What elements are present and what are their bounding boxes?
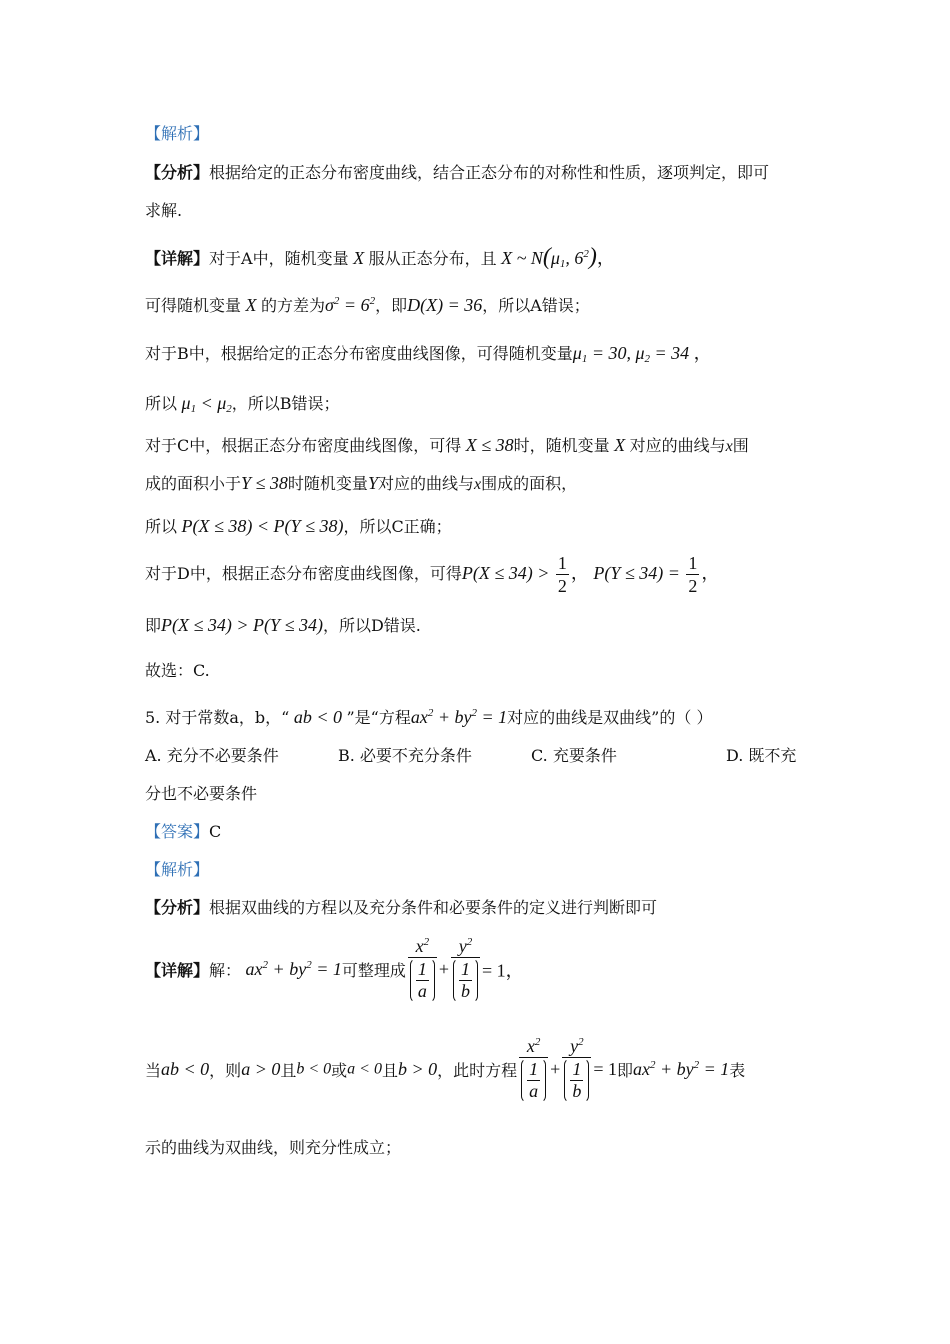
text: ，此时方程 (437, 1061, 518, 1080)
math-X: X (609, 435, 630, 455)
fraction-x2-over-1a: $\frac{x^2}{\frac{1}{a}}$ (519, 1036, 548, 1103)
math-mu-values: $\mu_1 = 30$, $\mu_2 = 34$ (572, 343, 690, 365)
text: 可整理成 (341, 961, 406, 980)
detail-c-line-2 (145, 472, 577, 496)
text: 对于D中，根据正态分布密度曲线图像，可得 (145, 564, 462, 583)
text: 围成的面积， (481, 474, 578, 493)
text: 所以 (145, 394, 178, 413)
text: ，所以C正确； (343, 517, 452, 536)
q5-stem (145, 702, 712, 729)
math-Y-le-38: Y ≤ 38 (241, 473, 288, 493)
text: 服从正态分布，且 (368, 249, 497, 268)
answer-tag: 【答案】 (145, 822, 210, 841)
analysis-line-1 (145, 162, 769, 184)
math-prob-compare: P(X ≤ 38) < P(Y ≤ 38) (177, 516, 344, 536)
math-x: x (725, 438, 733, 455)
text: 解： (209, 961, 242, 980)
detail-a-line-1: 【详解】对于A中，随机变量 X 服从正态分布，且 X ~ $N(\mu_1$, $6^2$)， (145, 244, 615, 270)
detail-c-line-3 (145, 515, 452, 538)
math-X-le-38: X ≤ 38 (461, 435, 514, 455)
detail-a-line-2 (145, 290, 590, 317)
analysis-line-2: 求解. (145, 201, 183, 220)
analysis-tag: 【分析】 (145, 163, 210, 182)
math-Y: Y (367, 473, 378, 493)
text: 且 (280, 1061, 297, 1080)
analysis-text: 根据给定的正态分布密度曲线，结合正态分布的对称性和性质，逐项判定，即可 (209, 163, 770, 182)
math-a-lt-0: a < 0 (347, 1060, 382, 1078)
text: ，所以B错误； (231, 394, 340, 413)
text: 可得随机变量 (145, 296, 242, 315)
detail-tag: 【详解】 (145, 249, 210, 268)
q5-jiexi-label: 【解析】 (145, 860, 210, 879)
answer-line: 故选：C. (145, 661, 210, 680)
math-X: X (348, 248, 369, 268)
text: 所以 (145, 517, 178, 536)
text: 对于A中，随机变量 (209, 249, 349, 268)
q5-detail-1: 【详解】解： $ax^2 + by^2 = 1$可整理成 $\frac{x^2}{\frac{1}{a}}$ + $\frac{y^2}{\frac{1}{b}}$ = 1， (145, 936, 524, 1001)
math-equation: $ax^2 + by^2 = 1$ (241, 959, 342, 979)
fraction-x2-over-1a: $\frac{x^2}{\frac{1}{a}}$ (408, 936, 437, 1003)
text: ，所以D错误. (322, 616, 421, 635)
text: 表 (729, 1061, 746, 1080)
detail-d-line-1: 对于D中，根据正态分布密度曲线图像，可得P(X ≤ 34) > $\frac{1}{2}$ ， P(Y ≤ 34) = $\frac{1}{2}$ ， (145, 553, 720, 596)
analysis-text: 根据双曲线的方程以及充分条件和必要条件的定义进行判断即可 (209, 898, 658, 917)
math-equation: $ax^2 + by^2 = 1$ (632, 1059, 730, 1079)
detail-b-line-2 (145, 392, 340, 420)
math-b-lt-0: b < 0 (296, 1060, 332, 1078)
math-x: x (473, 476, 482, 493)
text: 5. 对于常数 (145, 708, 230, 727)
math-prob-compare-34: P(X ≤ 34) > P(Y ≤ 34) (161, 615, 323, 635)
text: 对于C中，根据正态分布密度曲线图像，可得 (145, 436, 462, 455)
math-b-gt-0: b > 0 (397, 1059, 438, 1079)
text: 当 (145, 1061, 162, 1080)
option-c: C. 充要条件 (531, 746, 617, 765)
text: ，所以A错误； (482, 296, 590, 315)
text: 成的面积小于 (145, 474, 242, 493)
text: 时，随机变量 (513, 436, 610, 455)
detail-d-line-2 (145, 614, 421, 637)
detail-c-line-1 (145, 434, 749, 458)
option-b: B. 必要不充分条件 (338, 746, 472, 765)
option-d: D. 既不充 (726, 746, 797, 765)
math-equation: $ax^2 + by^2 = 1$ (410, 707, 508, 727)
answer-value: C (209, 822, 222, 841)
text: ，则 (209, 1061, 242, 1080)
fraction-y2-over-1b: $\frac{y^2}{\frac{1}{b}}$ (451, 936, 480, 1003)
math-variance: $\sigma^2 = 6^2$ (325, 295, 376, 315)
math-ab-lt-0: ab < 0 (161, 1059, 210, 1079)
fraction-half: $\frac{1}{2}$ (557, 553, 567, 596)
math-a-gt-0: a > 0 (241, 1059, 281, 1079)
q5-analysis (145, 897, 657, 919)
option-a: A. 充分不必要条件 (145, 746, 279, 765)
text: 即 (145, 616, 162, 635)
math-PX-34: P(X ≤ 34) > (461, 563, 554, 583)
math-ab-lt-0: ab < 0 (289, 707, 347, 727)
q5-detail-3: 示的曲线为双曲线，则充分性成立； (145, 1138, 402, 1157)
text: 对应的曲线是双曲线”的（ ） (507, 708, 713, 727)
text: 对应的曲线与 (377, 474, 474, 493)
fraction-half: $\frac{1}{2}$ (688, 553, 698, 596)
q5-answer (145, 821, 221, 843)
detail-b-line-1: 对于B中，根据给定的正态分布密度曲线图像，可得随机变量$\mu_1 = 30$, $\mu_2 = 34$ ， (145, 343, 712, 365)
option-d-cont: 分也不必要条件 (145, 784, 258, 803)
text: 围 (732, 436, 749, 455)
text: a，b，“ (229, 708, 290, 727)
text: 的方差为 (261, 296, 326, 315)
math-DX: D(X) = 36 (407, 295, 483, 315)
text: ”是“方程 (346, 708, 411, 727)
jiexi-label: 【解析】 (145, 124, 210, 143)
text: 或 (331, 1061, 348, 1080)
text: 即 (616, 1061, 633, 1080)
math-mu-compare: $\mu_1 < \mu_2$ (177, 393, 232, 415)
fraction-y2-over-1b: $\frac{y^2}{\frac{1}{b}}$ (562, 1036, 591, 1103)
detail-tag: 【详解】 (145, 961, 210, 980)
text: ，即 (375, 296, 408, 315)
math-X: X (241, 295, 262, 315)
text: 且 (381, 1061, 398, 1080)
math-dist: X ~ $N(\mu_1$, $6^2$) (496, 244, 597, 270)
q5-detail-2: 当ab < 0，则a > 0且b < 0或a < 0且b > 0，此时方程 $\frac{x^2}{\frac{1}{a}}$ + $\frac{y^2}{\frac{1}{b}}$ = 1即$ax^2 + by^2 = 1$表 (145, 1036, 746, 1101)
text: 时随机变量 (287, 474, 368, 493)
text: 对应的曲线与 (629, 436, 726, 455)
text: 对于B中，根据给定的正态分布密度曲线图像，可得随机变量 (145, 344, 573, 363)
math-PY-34: P(Y ≤ 34) = (588, 563, 685, 583)
analysis-tag: 【分析】 (145, 898, 210, 917)
